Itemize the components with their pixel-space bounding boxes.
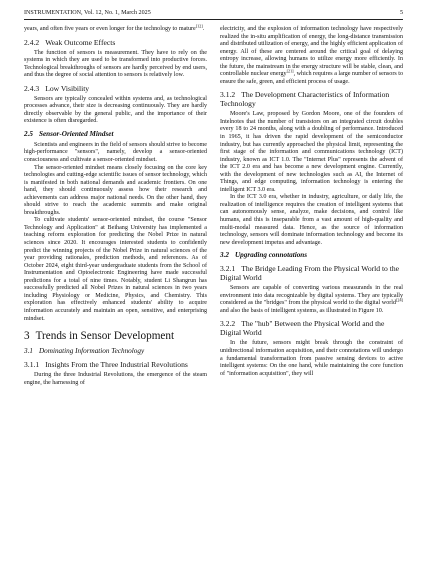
paragraph-industrial-revolutions: During the three Industrial Revolutions, the emergence of the steam engine, the harnessing of (24, 372, 207, 386)
paragraph-bridge: Sensors are capable of converting various measurands in the real environment into data recognizable by digital systems. They are typically considered as the "bridges" from the physical world to the digital world[24] and also the basis of intelligent systems, as illustrated in Figure 10. (220, 285, 403, 314)
heading-3-2-1: 3.2.1 The Bridge Leading From the Physical World to the Digital World (220, 264, 400, 283)
two-column-body (24, 23, 403, 387)
heading-3-2-2: 3.2.2 The "hub" Between the Physical World and the Digital World (220, 319, 385, 338)
paragraph-continued: years, and often five years or even longer for the technology to mature[12]. (24, 23, 205, 32)
citation-ref[interactable]: [21] (286, 68, 294, 74)
citation-ref[interactable]: [12] (195, 23, 203, 29)
paragraph-low-visibility: Sensors are typically concealed within systems and, as technological processes advance, their size is decreasing continuously. They are hardly directly observable by the general public, and the importance of their existence is often disregarded. (24, 95, 207, 125)
right-column (220, 26, 403, 387)
paragraph-ict3: In the ICT 3.0 era, whether in industry, agriculture, or daily life, the realization of intelligence requires the creation of intelligent systems that can autonomously sense, analyze, make decisions, and control like humans, and this is inseparable from a vast amount of high-quality and multi-modal measured data. Hence, as the source of information technology, sensors will dominate information technology and become its new development impetus and advantage. (220, 194, 403, 246)
paragraph-mindset-3: To cultivate students' sensor-oriented mindset, the course "Sensor Technology and Application" at Beihang University has implemented a teaching reform exploration for predicting the Nobel Prize in natural sciences since 2020. It encourages interested students to confidently predict the winning projects of the Nobel Prize in natural sciences of the year providing rationales, prediction methods, and references. As of October 2024, eight third-year undergraduate students from the School of Instrumentation and Optoelectronic Engineering have made successful predictions for a total of nine times. Notably, student Li Shangrun has successfully predicted all Nobel Prizes in natural sciences in two years including Physiology or Medicine, Physics, and Chemistry. This exploration has effectively enhanced students' ability to acquire information accurately and maintain an open, sensitive, and enterprising mindset. (24, 217, 207, 322)
heading-3: 3 Trends in Sensor Development (24, 330, 175, 343)
journal-citation: INSTRUMENTATION, Vol. 12, No. 1, March 2025 (24, 10, 151, 16)
page-number: 5 (399, 10, 403, 16)
paragraph-mindset-2: The sensor-oriented mindset means closely focusing on the core key technologies and cutting-edge scientific issues of sensor technology, which is manifested in both national demands and academic frontiers. On one hand, they should continuously assess how their research and achievements can address major national needs. On the other hand, they should strive to reach the academic summits and make original breakthroughs. (24, 164, 207, 216)
running-header (24, 9, 403, 20)
left-column (24, 23, 207, 387)
paragraph-energy-continued: electricity, and the explosion of information technology have respectively realized the in-situ amplification of energy, the long-distance transmission and distributed utilization of energy, and the highly efficient application of energy. All of these are centered around the critical goal of delaying entropy increase, allowing humans to utilize energy more efficiently. In the future, the mainstream in the energy structure will be stable, clean, and controllable nuclear energy[21], which requires a large number of sensors to ensure the safe, green, and efficient process of usage. (220, 26, 403, 85)
heading-3-2: 3.2 Upgrading connotations (220, 251, 308, 260)
paragraph-moores-law: Moore's Law, proposed by Gordon Moore, one of the founders of Intelnotes that the number of transistors on an integrated circuit doubles every 18 to 24 months, along with a doubling of performance. Introduced in 1965, it has driven the rapid development of the semiconductor industry, but has currently approached the physical limit, representing the first stage of the information and communications technology (ICT) industry, known as ICT 1.0. The "Internet Plus" represents the advent of the ICT 2.0 era and has become a new development engine. Currently, with the development of new technologies such as AI, the Internet of Things, and edge computing, information technology is entering the intelligent ICT 3.0 era. (220, 111, 403, 193)
paragraph-mindset-1: Scientists and engineers in the field of sensors should strive to become high-performance "sensors", namely, develop a sensor-oriented consciousness and cultivate a sensor-oriented mindset. (24, 141, 207, 164)
heading-2-4-2: 2.4.2 Weak Outcome Effects (24, 37, 116, 47)
heading-3-1-2: 3.1.2 The Development Characteristics of Information Technology (220, 90, 390, 109)
citation-ref[interactable]: [24] (396, 297, 403, 303)
paragraph-weak-outcome: The function of sensors is measurement. They have to rely on the systems in which they are used to be transformed into productive forces. Technological breakthroughs of sensors are hardly perceived by end users, and thus the degree of social attention to sensors is relatively low. (24, 49, 207, 79)
heading-3-1-1: 3.1.1 Insights From the Three Industrial Revolutions (24, 360, 188, 370)
heading-2-4-3: 2.4.3 Low Visibility (24, 83, 90, 93)
heading-3-1: 3.1 Dominating Information Technology (24, 347, 145, 356)
paragraph-hub: In the future, sensors might break through the constraint of unidirectional information acquisition, and their connotations will undergo a fundamental transformation from passive sensing devices to active intelligent systems: On the one hand, while maintaining the core function of "information acquisition", they will (220, 340, 403, 377)
heading-2-5: 2.5 Sensor-Oriented Mindset (24, 129, 114, 138)
